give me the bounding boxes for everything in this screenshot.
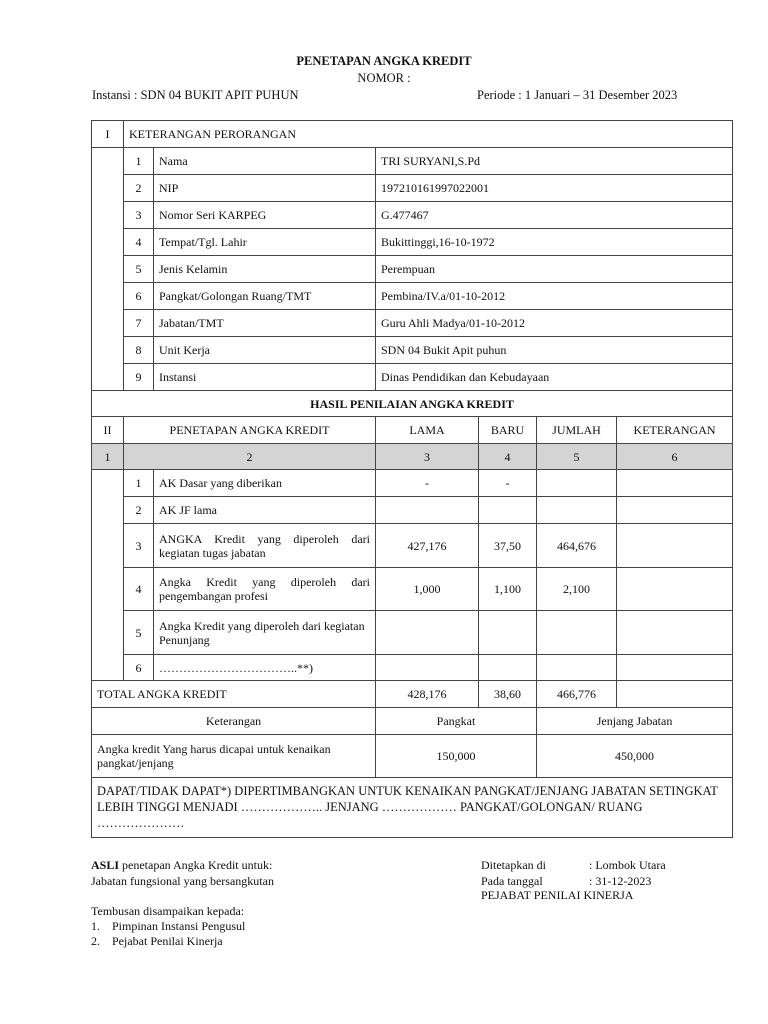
section1-roman: I (92, 121, 124, 148)
credit-label: AK JF lama (154, 497, 376, 524)
jenjang-value: 450,000 (537, 735, 733, 778)
pada-label: Pada tanggal (481, 874, 543, 888)
pangkat-value: 150,000 (376, 735, 537, 778)
table-row: 3 ANGKA Kredit yang diperoleh dari kegiatan tugas jabatan 427,176 37,50 464,676 (92, 524, 733, 568)
asli-line: ASLI penetapan Angka Kredit untuk: (91, 858, 273, 872)
credit-label: ANGKA Kredit yang diperoleh dari kegiatan tugas jabatan (154, 524, 376, 568)
pangkat-header: Pangkat (376, 708, 537, 735)
field-label: Nama (154, 148, 376, 175)
col-keterangan: KETERANGAN (617, 417, 733, 444)
ditetapkan-label: Ditetapkan di (481, 858, 546, 872)
keterangan-header: Keterangan (92, 708, 376, 735)
section2-column-header (92, 417, 733, 444)
list-item: 2. Pejabat Penilai Kinerja (91, 934, 223, 948)
total-row (92, 681, 733, 708)
section2-roman: II (92, 417, 124, 444)
tembusan-heading: Tembusan disampaikan kepada: (91, 904, 245, 918)
section2-heading: HASIL PENILAIAN ANGKA KREDIT (92, 391, 733, 417)
field-value: Guru Ahli Madya/01-10-2012 (376, 310, 733, 337)
table-row: 6 ……………………………..**) (92, 655, 733, 681)
field-label: Pangkat/Golongan Ruang/TMT (154, 283, 376, 310)
jabatan-line: Jabatan fungsional yang bersangkutan (91, 874, 274, 888)
field-label: Nomor Seri KARPEG (154, 202, 376, 229)
keterangan-label: Angka kredit Yang harus dicapai untuk kenaikan pangkat/jenjang (92, 735, 376, 778)
field-label: Tempat/Tgl. Lahir (154, 229, 376, 256)
pada-value: : 31-12-2023 (589, 874, 652, 888)
total-lama: 428,176 (376, 681, 479, 708)
col-jumlah: JUMLAH (537, 417, 617, 444)
field-label: Unit Kerja (154, 337, 376, 364)
table-row: 6 Pangkat/Golongan Ruang/TMT Pembina/IV.a/01-10-2012 (92, 283, 733, 310)
field-value: Perempuan (376, 256, 733, 283)
list-item: 1. Pimpinan Instansi Pengusul (91, 919, 246, 933)
credit-label: ……………………………..**) (154, 655, 376, 681)
statement-text: DAPAT/TIDAK DAPAT*) DIPERTIMBANGKAN UNTUK KENAIKAN PANGKAT/JENJANG JABATAN SETINGKAT LEBIH TINGGI MENJADI ……………….. JENJANG ……………… PANGKAT/GOLONGAN/ RUANG ………………… (92, 778, 733, 838)
ditetapkan-value: : Lombok Utara (589, 858, 666, 872)
field-value: TRI SURYANI,S.Pd (376, 148, 733, 175)
table-row: 5 Jenis Kelamin Perempuan (92, 256, 733, 283)
table-row: 4 Tempat/Tgl. Lahir Bukittinggi,16-10-1972 (92, 229, 733, 256)
col-lama: LAMA (376, 417, 479, 444)
table-row: 2 AK JF lama (92, 497, 733, 524)
field-label: NIP (154, 175, 376, 202)
section1-header (92, 121, 733, 148)
field-label: Jenis Kelamin (154, 256, 376, 283)
total-jumlah: 466,776 (537, 681, 617, 708)
table-row: 9 Instansi Dinas Pendidikan dan Kebudayaan (92, 364, 733, 391)
credit-label: Angka Kredit yang diperoleh dari kegiatan Penunjang (154, 611, 376, 655)
field-value: SDN 04 Bukit Apit puhun (376, 337, 733, 364)
table-row: 2 NIP 197210161997022001 (92, 175, 733, 202)
section1-title: KETERANGAN PERORANGAN (124, 121, 733, 148)
periode-line: Periode : 1 Januari – 31 Desember 2023 (477, 88, 678, 102)
field-value: Bukittinggi,16-10-1972 (376, 229, 733, 256)
section2-heading-row (92, 391, 733, 417)
pejabat-title: PEJABAT PENILAI KINERJA (481, 888, 634, 902)
field-label: Instansi (154, 364, 376, 391)
instansi-line: Instansi : SDN 04 BUKIT APIT PUHUN (92, 88, 299, 102)
field-value: Dinas Pendidikan dan Kebudayaan (376, 364, 733, 391)
table-row: 5 Angka Kredit yang diperoleh dari kegiatan Penunjang (92, 611, 733, 655)
col-baru: BARU (479, 417, 537, 444)
field-value: Pembina/IV.a/01-10-2012 (376, 283, 733, 310)
col-penetapan: PENETAPAN ANGKA KREDIT (124, 417, 376, 444)
table-row: 4 Angka Kredit yang diperoleh dari pengembangan profesi 1,000 1,100 2,100 (92, 568, 733, 611)
table-row: 3 Nomor Seri KARPEG G.477467 (92, 202, 733, 229)
document-number: NOMOR : (357, 71, 411, 85)
statement-row (92, 778, 733, 838)
credit-table (91, 120, 733, 838)
credit-label: AK Dasar yang diberikan (154, 470, 376, 497)
column-number-row: 1 2 3 4 5 6 (92, 444, 733, 470)
field-value: 197210161997022001 (376, 175, 733, 202)
table-row: 1 AK Dasar yang diberikan - - (92, 470, 733, 497)
credit-label: Angka Kredit yang diperoleh dari pengembangan profesi (154, 568, 376, 611)
keterangan-row (92, 735, 733, 778)
total-baru: 38,60 (479, 681, 537, 708)
field-value: G.477467 (376, 202, 733, 229)
total-label: TOTAL ANGKA KREDIT (92, 681, 376, 708)
table-row: 8 Unit Kerja SDN 04 Bukit Apit puhun (92, 337, 733, 364)
jenjang-header: Jenjang Jabatan (537, 708, 733, 735)
keterangan-header-row (92, 708, 733, 735)
table-row: 7 Jabatan/TMT Guru Ahli Madya/01-10-2012 (92, 310, 733, 337)
document-title: PENETAPAN ANGKA KREDIT (296, 54, 472, 68)
field-label: Jabatan/TMT (154, 310, 376, 337)
table-row: 1 Nama TRI SURYANI,S.Pd (92, 148, 733, 175)
